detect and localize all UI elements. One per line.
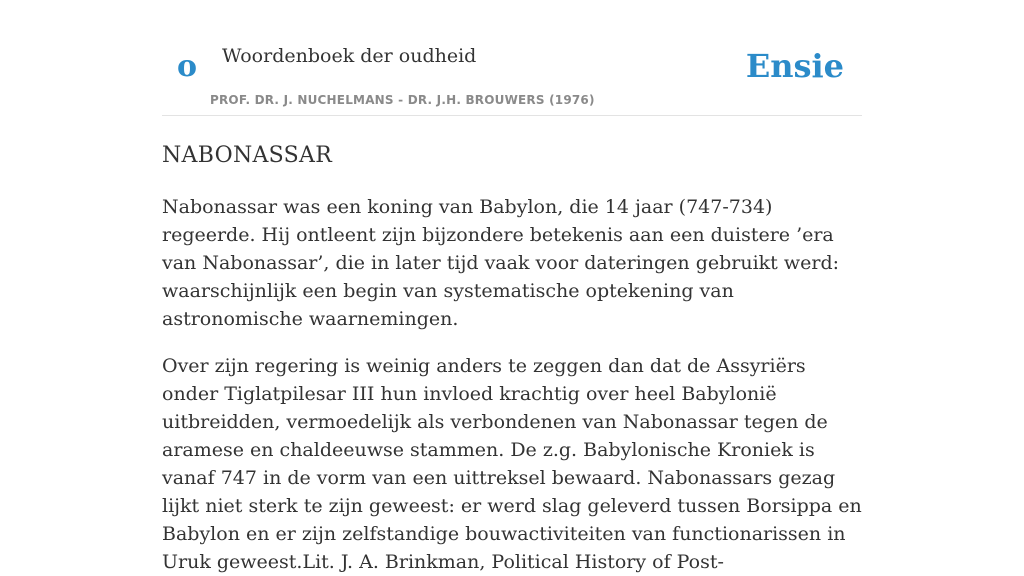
article-headword: NABONASSAR bbox=[162, 143, 333, 168]
ensie-logo-link[interactable]: Ensie bbox=[745, 47, 844, 85]
letter-index-link[interactable]: o bbox=[177, 49, 198, 84]
article-paragraph: Over zijn regering is weinig anders te zeggen dan dat de Assyriërs onder Tiglatpilesar III hun invloed krachtig over heel Babylonië uitbreidden, vermoedelijk als verbondenen van Nabonassar tegen de aramese en chaldeeuwse stammen. De z.g. Babylonische Kroniek is vanaf 747 in de vorm van een uittreksel bewaard. Nabonassars gezag lijkt niet sterk te zijn geweest: er werd slag geleverd tussen Borsippa en Babylon en er zijn zelfstandige bouwactiviteiten van functionarissen in Uruk geweest.Lit. J. A. Brinkman, Political History of Post- bbox=[162, 355, 862, 573]
dictionary-header bbox=[162, 0, 862, 116]
article-page bbox=[162, 0, 862, 573]
article-paragraph: Nabonassar was een koning van Babylon, die 14 jaar (747-734) regeerde. Hij ontleent zijn bijzondere betekenis aan een duistere ’era van Nabonassar’, die in later tijd vaak voor dateringen gebruikt werd: waarschijnlijk een begin van systematische optekening van astronomische waarnemingen. bbox=[162, 196, 840, 330]
dictionary-title-link[interactable]: Woordenboek der oudheid bbox=[222, 45, 477, 67]
dictionary-authors: PROF. DR. J. NUCHELMANS - DR. J.H. BROUWERS (1976) bbox=[210, 93, 595, 107]
